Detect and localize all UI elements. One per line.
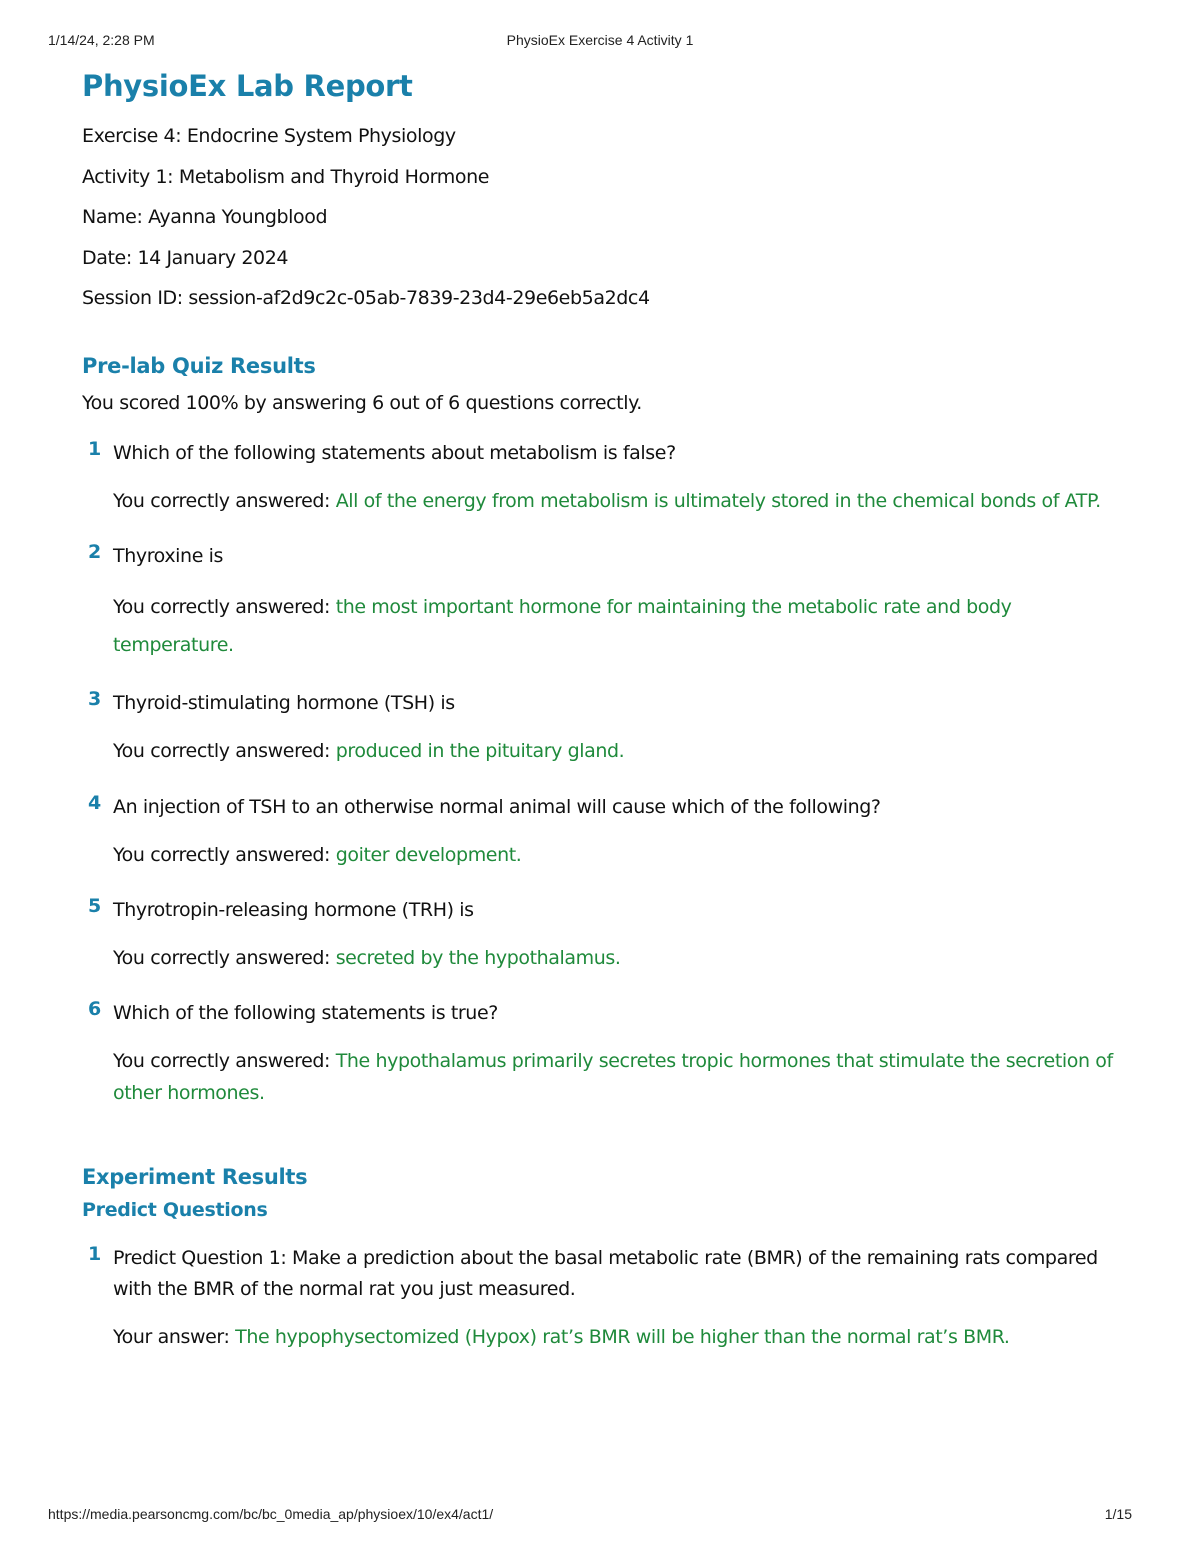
- answer-text: The hypophysectomized (Hypox) rat’s BMR will be higher than the normal rat’s BMR.: [235, 1325, 1010, 1348]
- answer-line: [113, 1045, 1122, 1109]
- quiz-question: [82, 541, 1122, 664]
- print-page-title: PhysioEx Exercise 4 Activity 1: [506, 32, 694, 48]
- quiz-question: [82, 792, 1122, 871]
- report-content: [82, 66, 1122, 1353]
- quiz-question: [82, 688, 1122, 767]
- question-text: An injection of TSH to an otherwise normal animal will cause which of the following?: [113, 795, 881, 818]
- experiment-heading: Experiment Results: [82, 1164, 308, 1189]
- predict-question: [82, 1243, 1122, 1353]
- answer-prefix: You correctly answered:: [113, 843, 336, 866]
- question-text: Thyroxine is: [113, 544, 223, 567]
- question-text: Thyrotropin-releasing hormone (TRH) is: [113, 898, 474, 921]
- exercise-line: Exercise 4: Endocrine System Physiology: [82, 125, 456, 147]
- answer-prefix: You correctly answered:: [113, 489, 336, 512]
- answer-line: [113, 942, 1122, 974]
- question-text: Which of the following statements about metabolism is false?: [113, 441, 676, 464]
- answer-prefix: You correctly answered:: [113, 595, 336, 618]
- answer-line: [113, 1321, 1122, 1353]
- predict-heading: Predict Questions: [82, 1198, 268, 1221]
- question-number: 4: [88, 791, 102, 814]
- answer-line: [113, 839, 1122, 871]
- answer-text: All of the energy from metabolism is ultimately stored in the chemical bonds of ATP.: [335, 489, 1101, 512]
- answer-text: the most important hormone for maintaining the metabolic rate and body temperature.: [113, 595, 1012, 656]
- question-number: 6: [88, 997, 102, 1020]
- question-text: Thyroid-stimulating hormone (TSH) is: [113, 691, 455, 714]
- prelab-score: You scored 100% by answering 6 out of 6 questions correctly.: [82, 391, 642, 414]
- answer-text: The hypothalamus primarily secretes tropic hormones that stimulate the secretion of other hormones.: [113, 1049, 1113, 1104]
- question-number: 2: [88, 540, 102, 563]
- quiz-question: [82, 998, 1122, 1109]
- answer-line: [113, 588, 1122, 664]
- answer-text: goiter development.: [335, 843, 522, 866]
- print-datetime: 1/14/24, 2:28 PM: [48, 32, 155, 48]
- answer-line: [113, 735, 1122, 767]
- question-number: 5: [88, 894, 102, 917]
- quiz-question: [82, 895, 1122, 974]
- question-text: Predict Question 1: Make a prediction about the basal metabolic rate (BMR) of the remaining rats compared with the BMR of the normal rat you just measured.: [113, 1246, 1098, 1300]
- activity-line: Activity 1: Metabolism and Thyroid Hormone: [82, 165, 490, 188]
- answer-prefix: You correctly answered:: [113, 739, 336, 762]
- question-number: 1: [88, 437, 102, 460]
- answer-prefix: You correctly answered:: [113, 946, 336, 969]
- session-line: Session ID: session-af2d9c2c-05ab-7839-23d4-29e6eb5a2dc4: [82, 287, 650, 309]
- report-meta: [82, 123, 1122, 326]
- print-footer: [48, 1506, 1132, 1526]
- report-title: PhysioEx Lab Report: [82, 69, 413, 103]
- answer-prefix: You correctly answered:: [113, 1049, 336, 1072]
- answer-prefix: Your answer:: [113, 1325, 236, 1348]
- quiz-question: [82, 438, 1122, 517]
- answer-text: produced in the pituitary gland.: [335, 739, 625, 762]
- answer-line: [113, 485, 1122, 517]
- page-count: 1/15: [1104, 1506, 1132, 1522]
- question-text: Which of the following statements is true?: [113, 1001, 498, 1024]
- page-url[interactable]: https://media.pearsoncmg.com/bc/bc_0media_ap/physioex/10/ex4/act1/: [48, 1506, 494, 1522]
- question-number: 3: [88, 687, 102, 710]
- date-line: Date: 14 January 2024: [82, 246, 289, 269]
- answer-text: secreted by the hypothalamus.: [335, 946, 621, 969]
- question-number: 1: [88, 1242, 102, 1265]
- print-header: [48, 32, 1152, 52]
- prelab-heading: Pre-lab Quiz Results: [82, 353, 316, 378]
- name-line: Name: Ayanna Youngblood: [82, 206, 328, 228]
